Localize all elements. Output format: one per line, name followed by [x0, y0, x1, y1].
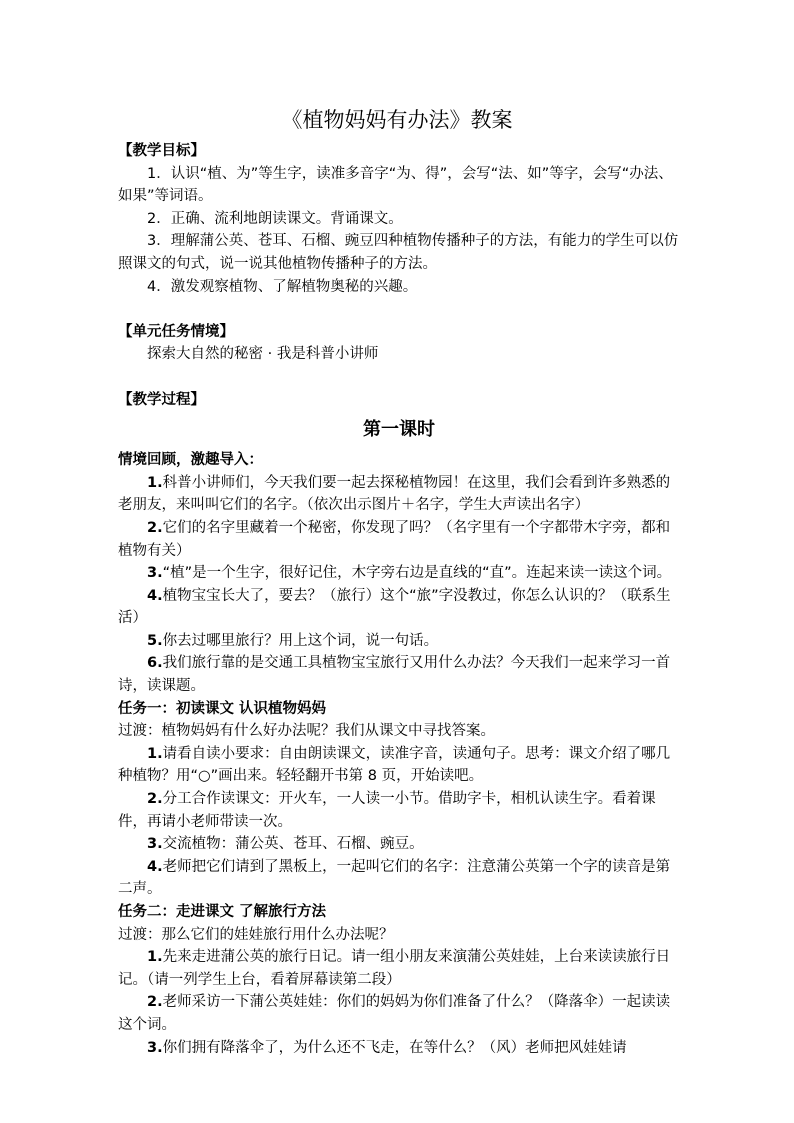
intro-item [118, 517, 680, 562]
task2-heading: 任务二：走进课文 了解旅行方法 [118, 904, 327, 920]
item-text: “植”是一个生字，很好记住，木字旁右边是直线的“直”。连起来读一读这个词。 [162, 565, 672, 582]
item-text: 它们的名字里藏着一个秘密，你发现了吗？（名字里有一个字都带木字旁，都和植物有关） [118, 519, 671, 559]
item-number: 1. [147, 949, 163, 966]
item-number: 6. [147, 655, 163, 672]
item-number: 2. [147, 994, 163, 1011]
goals-heading: 【教学目标】 [118, 143, 205, 159]
item-text: 交流植物：蒲公英、苍耳、石榴、豌豆。 [162, 836, 424, 853]
item-text: 请看自读小要求：自由朗读课文，读准字音，读通句子。思考：课文介绍了哪几种植物？用“○”画出来。轻轻翻开书第 8 页，开始读吧。 [118, 745, 671, 785]
item-text: 你去过哪里旅行？用上这个词，说一句话。 [162, 632, 439, 649]
task1-transition: 过渡：植物妈妈有什么好办法呢？我们从课文中寻找答案。 [118, 723, 495, 740]
item-number: 4. [147, 858, 163, 875]
item-text: 老师采访一下蒲公英娃娃：你们的妈妈为你们准备了什么？（降落伞）一起读读这个词。 [118, 994, 671, 1033]
document-body [118, 140, 680, 1059]
task2-item [118, 991, 680, 1036]
item-number: 4. [147, 587, 163, 604]
intro-heading: 情境回顾，激趣导入： [118, 452, 263, 469]
task1-heading: 任务一：初读课文 认识植物妈妈 [118, 700, 327, 717]
item-text: 老师把它们请到了黑板上，一起叫它们的名字：注意蒲公英第一个字的读音是第二声。 [118, 858, 671, 898]
item-text: 你们拥有降落伞了，为什么还不飞走，在等什么？（风）老师把风娃娃请 [162, 1039, 627, 1056]
item-text: 先来走进蒲公英的旅行日记。请一组小朋友来演蒲公英娃娃，上台来读读旅行日记。（请一列学生上台，看着屏幕读第二段） [118, 949, 671, 988]
item-number: 3. [147, 836, 163, 853]
task2-item [118, 1037, 680, 1060]
item-text: 科普小讲师们，今天我们要一起去探秘植物园！在这里，我们会看到许多熟悉的老朋友，来叫叫它们的名字。（依次出示图片＋名字，学生大声读出名字） [118, 474, 671, 514]
item-number: 2. [147, 519, 163, 536]
document-title: 《植物妈妈有办法》教案 [281, 108, 513, 132]
goal-item: 3．理解蒲公英、苍耳、石榴、豌豆四种植物传播种子的方法，有能力的学生可以仿照课文的句式，说一说其他植物传播种子的方法。 [118, 233, 679, 272]
intro-item [118, 562, 680, 585]
item-number: 5. [147, 632, 163, 649]
goal-item: 1．认识“植、为”等生字，读准多音字“为、得”，会写“法、如”等字，会写“办法、如果”等词语。 [118, 165, 673, 205]
intro-item [118, 585, 680, 630]
task1-item [118, 856, 680, 901]
goal-item: 2．正确、流利地朗读课文。背诵课文。 [147, 210, 403, 227]
task2-transition: 过渡：那么它们的娃娃旅行用什么办法呢？ [118, 926, 394, 943]
situation-heading: 【单元任务情境】 [118, 323, 234, 340]
intro-item [118, 630, 680, 653]
intro-item [118, 652, 680, 697]
process-heading: 【教学过程】 [118, 391, 205, 408]
item-text: 我们旅行靠的是交通工具植物宝宝旅行又用什么办法？今天我们一起来学习一首诗，读课题。 [118, 655, 671, 695]
task1-item [118, 743, 680, 788]
task1-item [118, 833, 680, 856]
task2-item [118, 946, 680, 991]
item-number: 3. [147, 565, 163, 582]
item-text: 分工合作读课文：开火车，一人读一小节。借助字卡，相机认读生字。看着课件，再请小老师带读一次。 [118, 791, 656, 830]
item-number: 2. [147, 791, 163, 808]
lesson-title: 第一课时 [363, 419, 435, 441]
goal-item: 4．激发观察植物、了解植物奥秘的兴趣。 [147, 278, 418, 295]
item-text: 植物宝宝长大了，要去？（旅行）这个“旅”字没教过，你怎么认识的？（联系生活） [118, 587, 671, 627]
task1-item [118, 788, 680, 833]
item-number: 1. [147, 745, 163, 762]
intro-item [118, 472, 680, 517]
situation-text: 探索大自然的秘密 · 我是科普小讲师 [147, 346, 379, 363]
item-number: 1. [147, 474, 163, 491]
item-number: 3. [147, 1039, 163, 1056]
